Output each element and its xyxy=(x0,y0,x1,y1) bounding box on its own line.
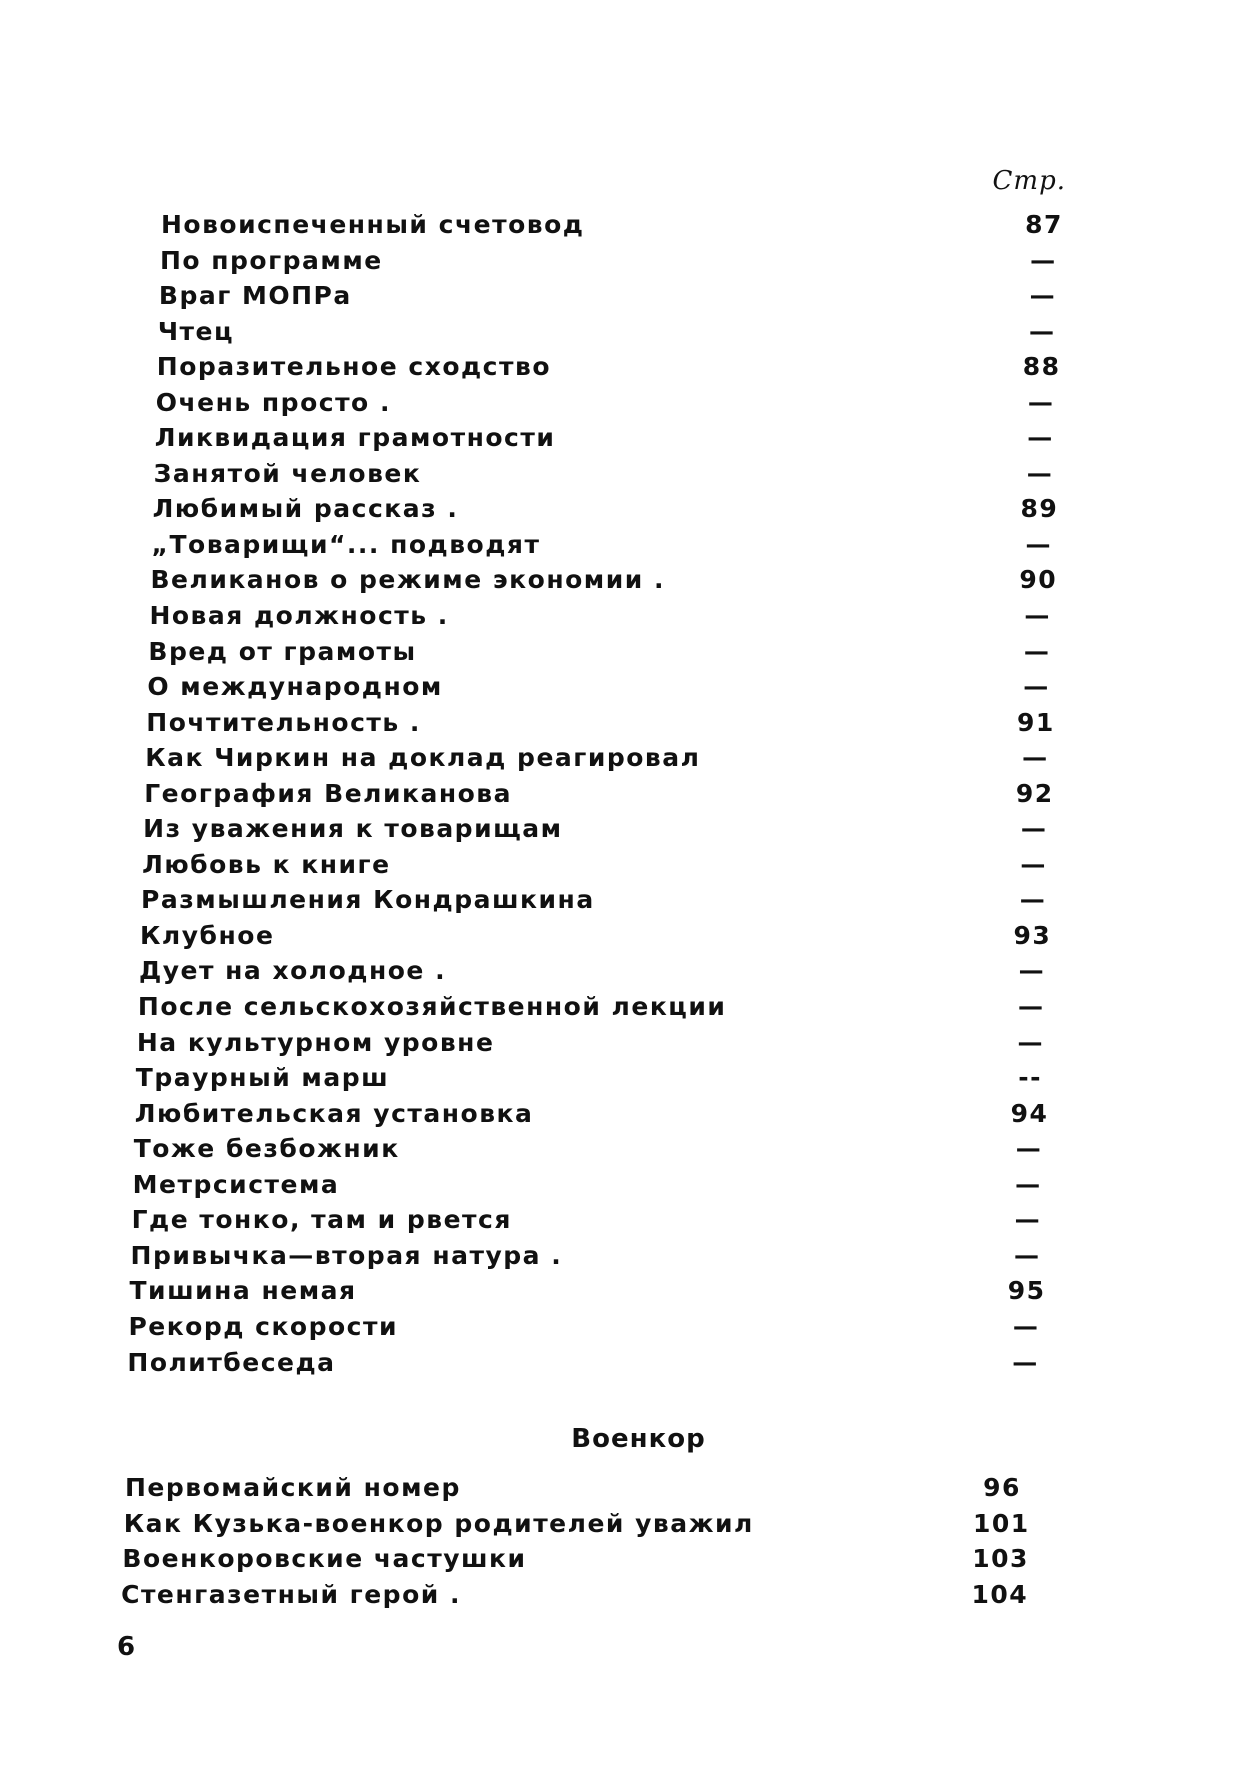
entry-title: География Великанова xyxy=(144,778,512,808)
toc-entry xyxy=(0,850,1259,886)
entry-title: Почтительность . xyxy=(146,707,421,737)
section-heading: Военкор xyxy=(571,1424,706,1454)
entry-page: — xyxy=(1015,1169,1042,1199)
entry-page: 93 xyxy=(1013,920,1052,950)
toc-entry xyxy=(0,1028,1259,1064)
toc-entry xyxy=(0,1276,1259,1312)
entry-title: Чтец xyxy=(157,316,235,346)
toc-entry xyxy=(0,885,1259,921)
entry-title: О международном xyxy=(147,672,443,702)
entry-page: 87 xyxy=(1025,210,1063,239)
toc-entry xyxy=(0,921,1259,957)
toc-entry xyxy=(0,352,1259,388)
entry-title: Как Чиркин на доклад реагировал xyxy=(145,743,701,773)
entry-title: „Товарищи“... подводят xyxy=(151,529,541,559)
entry-title: Тишина немая xyxy=(129,1276,357,1306)
toc-entry xyxy=(0,814,1259,850)
entry-page: — xyxy=(1014,1240,1041,1270)
entry-page: 91 xyxy=(1017,707,1055,737)
entry-title: Любительская установка xyxy=(134,1098,534,1128)
toc-entry xyxy=(0,494,1259,530)
entry-title: Метрсистема xyxy=(132,1169,340,1199)
entry-title: Занятой человек xyxy=(153,458,422,488)
entry-page: — xyxy=(1024,601,1051,631)
entry-title: Размышления Кондрашкина xyxy=(141,885,595,915)
entry-page: — xyxy=(1020,814,1048,844)
toc-entry xyxy=(0,637,1259,673)
entry-page: — xyxy=(1019,885,1047,915)
entry-page: — xyxy=(1027,387,1055,417)
entry-page: -- xyxy=(1018,1063,1042,1093)
entry-title: На культурном уровне xyxy=(136,1027,495,1057)
toc-entry xyxy=(0,317,1259,353)
entry-title: Новоиспеченный счетовод xyxy=(161,210,585,239)
entry-page: — xyxy=(1015,1134,1043,1164)
toc-entry xyxy=(0,281,1259,317)
entry-title: Политбеседа xyxy=(127,1347,336,1377)
entry-page: — xyxy=(1026,458,1054,488)
toc-entry xyxy=(0,1241,1259,1277)
entry-title: Из уважения к товарищам xyxy=(143,814,563,844)
entry-page: — xyxy=(1012,1347,1039,1377)
toc-entry xyxy=(0,743,1259,779)
entry-title: Первомайский номер xyxy=(125,1473,461,1502)
toc-entry xyxy=(0,1473,1259,1509)
entry-title: Тоже безбожник xyxy=(133,1134,400,1164)
entry-page: 95 xyxy=(1007,1276,1046,1306)
entry-page: — xyxy=(1020,849,1047,879)
entry-page: — xyxy=(1023,636,1051,666)
toc-entry xyxy=(0,1205,1259,1241)
page-column-header: Стр. xyxy=(992,166,1066,196)
toc-entry xyxy=(0,459,1259,495)
toc-entry xyxy=(0,956,1259,992)
entry-page: — xyxy=(1029,316,1056,346)
entry-title: Где тонко, там и рвется xyxy=(131,1205,512,1235)
toc-entry xyxy=(0,1312,1259,1348)
entry-title: Вред от грамоты xyxy=(148,636,417,666)
entry-page: — xyxy=(1017,1027,1044,1057)
entry-title: После сельскохозяйственной лекции xyxy=(137,992,727,1022)
toc-entry xyxy=(0,210,1259,246)
toc-entry xyxy=(0,530,1259,566)
toc-entry xyxy=(0,601,1259,637)
entry-page: — xyxy=(1014,1205,1042,1235)
toc-entry xyxy=(0,423,1259,459)
section-toc-list xyxy=(0,1473,1259,1615)
entry-title: Ликвидация грамотности xyxy=(154,423,556,453)
toc-entry xyxy=(0,1348,1259,1384)
entry-page: — xyxy=(1022,743,1049,773)
entry-title: Клубное xyxy=(140,920,275,950)
entry-title: Очень просто . xyxy=(155,387,391,417)
entry-title: Привычка—вторая натура . xyxy=(130,1240,563,1270)
toc-entry xyxy=(0,779,1259,815)
entry-page: — xyxy=(1018,956,1046,986)
entry-title: Как Кузька-военкор родителей уважил xyxy=(123,1508,754,1538)
entry-page: — xyxy=(1029,281,1057,311)
entry-title: Военкоровские частушки xyxy=(122,1544,527,1573)
toc-entry xyxy=(0,1544,1259,1580)
entry-page: 101 xyxy=(972,1508,1030,1538)
entry-title: По программе xyxy=(159,245,383,275)
entry-title: Любовь к книге xyxy=(142,849,391,879)
toc-entry xyxy=(0,1170,1259,1206)
toc-entry xyxy=(0,992,1259,1028)
entry-title: Любимый рассказ . xyxy=(152,494,459,524)
toc-entry xyxy=(0,565,1259,601)
toc-entry xyxy=(0,1509,1259,1545)
page-number: 6 xyxy=(117,1632,136,1662)
toc-entry xyxy=(0,1580,1259,1616)
entry-title: Поразительное сходство xyxy=(156,352,551,382)
entry-title: Новая должность . xyxy=(149,601,449,631)
toc-entry xyxy=(0,246,1259,282)
entry-page: 89 xyxy=(1020,494,1059,524)
entry-title: Дует на холодное . xyxy=(138,956,447,986)
entry-page: — xyxy=(1018,992,1045,1022)
entry-page: 92 xyxy=(1015,778,1054,808)
entry-page: 103 xyxy=(972,1544,1029,1573)
entry-page: — xyxy=(1012,1311,1040,1341)
entry-page: — xyxy=(1025,529,1053,559)
entry-title: Рекорд скорости xyxy=(128,1311,399,1341)
entry-page: 96 xyxy=(983,1473,1021,1502)
toc-entry xyxy=(0,672,1259,708)
toc-entry xyxy=(0,388,1259,424)
entry-page: 88 xyxy=(1022,352,1061,382)
entry-title: Великанов о режиме экономии . xyxy=(150,565,665,595)
entry-page: 94 xyxy=(1010,1098,1049,1128)
entry-title: Траурный марш xyxy=(135,1063,390,1093)
toc-list xyxy=(0,210,1259,1383)
entry-title: Враг МОПРа xyxy=(158,281,352,311)
entry-page: — xyxy=(1027,423,1054,453)
entry-page: 90 xyxy=(1019,565,1058,595)
toc-entry xyxy=(0,1063,1259,1099)
entry-page: — xyxy=(1023,672,1050,702)
toc-entry xyxy=(0,1099,1259,1135)
entry-page: 104 xyxy=(971,1579,1029,1609)
entry-title: Стенгазетный герой . xyxy=(121,1579,461,1609)
toc-entry xyxy=(0,708,1259,744)
toc-entry xyxy=(0,1134,1259,1170)
entry-page: — xyxy=(1030,245,1057,275)
